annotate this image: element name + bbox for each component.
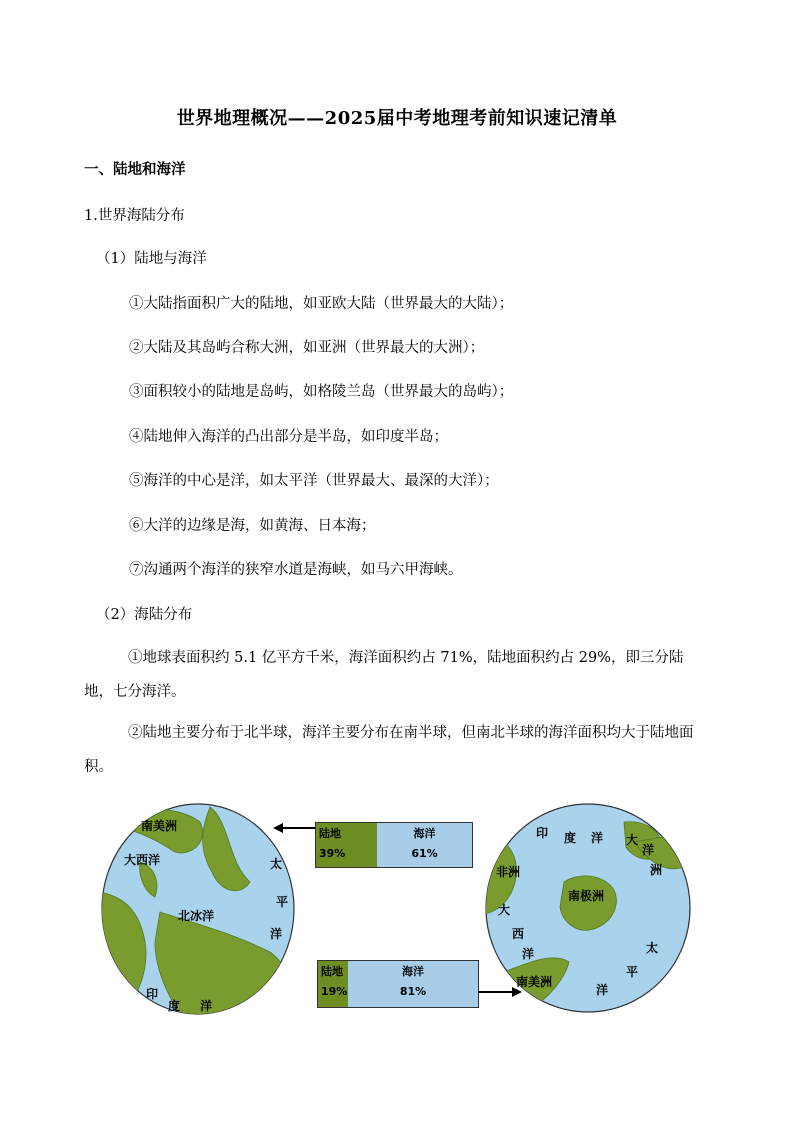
north-label-pacific-2: 平	[276, 895, 289, 909]
north-label-indian-1: 印	[146, 987, 159, 1001]
list-item: ④陆地伸入海洋的凸出部分是半岛，如印度半岛；	[129, 429, 448, 445]
northern-hemisphere-globe	[100, 802, 296, 1016]
list-item: ②大陆及其岛屿合称大洲，如亚洲（世界最大的大洲）；	[129, 340, 485, 356]
list-item: ①大陆指面积广大的陆地，如亚欧大陆（世界最大的大陆）；	[129, 296, 514, 312]
south-label-indian-3: 洋	[591, 831, 604, 845]
south-label-pacific-3: 洋	[596, 983, 609, 997]
bar-north-land-value: 39%	[319, 847, 346, 860]
paragraph-1	[84, 641, 706, 709]
bar-south-sea-label: 海洋	[402, 965, 424, 978]
paragraph-1-text: ①地球表面积约 5.1 亿平方千米，海洋面积约占 71%，陆地面积约占 29%，即三分陆地，七分海洋。	[84, 650, 684, 700]
part-heading-1: （1）陆地与海洋	[96, 251, 207, 267]
south-label-antarctica: 南极洲	[568, 889, 605, 903]
bar-north-sea-label: 海洋	[413, 827, 436, 840]
north-label-arctic: 北冰洋	[178, 909, 215, 923]
hemisphere-figure	[98, 800, 698, 1020]
south-label-atlantic-2: 西	[512, 927, 525, 941]
bar-north-sea	[377, 823, 472, 867]
north-label-indian-3: 洋	[200, 999, 213, 1013]
bar-south-sea	[348, 961, 478, 1007]
south-label-indian-2: 度	[564, 831, 577, 845]
south-label-atlantic-3: 洋	[522, 947, 535, 961]
part-heading-2: （2）海陆分布	[96, 607, 193, 623]
list-item: ③面积较小的陆地是岛屿，如格陵兰岛（世界最大的岛屿）；	[129, 384, 514, 400]
bar-north-land-sea	[315, 822, 473, 868]
page-title: 世界地理概况——2025届中考地理考前知识速记清单	[176, 108, 618, 129]
bar-south-land	[318, 961, 348, 1007]
north-label-indian-2: 度	[168, 999, 181, 1013]
south-label-south-america: 南美洲	[516, 975, 553, 989]
list-item: ⑥大洋的边缘是海，如黄海、日本海；	[129, 518, 376, 534]
north-label-pacific-3: 洋	[270, 927, 283, 941]
bar-south-land-sea	[317, 960, 479, 1008]
south-label-oceania-1: 大	[626, 833, 639, 847]
north-label-atlantic: 大西洋	[124, 853, 161, 867]
north-label-pacific-1: 太	[270, 857, 283, 871]
bar-north-sea-value: 61%	[411, 847, 438, 860]
bar-south-land-value: 19%	[321, 985, 348, 998]
south-label-pacific-1: 太	[646, 941, 659, 955]
paragraph-2-text: ②陆地主要分布于北半球，海洋主要分布在南半球，但南北半球的海洋面积均大于陆地面积。	[84, 725, 694, 775]
section-heading: 一、陆地和海洋	[84, 161, 186, 178]
south-label-oceania-2: 洋	[642, 843, 655, 857]
paragraph-2	[84, 716, 706, 784]
north-label-south-america: 南美洲	[141, 819, 178, 833]
south-label-atlantic-1: 大	[498, 903, 511, 917]
bar-north-land	[316, 823, 377, 867]
list-item: ⑦沟通两个海洋的狭窄水道是海峡，如马六甲海峡。	[129, 562, 463, 578]
south-label-indian-1: 印	[536, 826, 549, 840]
bar-south-sea-value: 81%	[399, 985, 427, 998]
list-item: ⑤海洋的中心是洋，如太平洋（世界最大、最深的大洋）；	[129, 473, 499, 489]
arrow-left-icon	[273, 822, 317, 834]
southern-hemisphere-globe	[484, 802, 692, 1014]
bar-south-land-label: 陆地	[321, 965, 343, 978]
bar-north-land-label: 陆地	[319, 827, 341, 840]
subsection-heading: 1.世界海陆分布	[84, 208, 185, 224]
south-label-oceania-3: 洲	[650, 863, 663, 877]
south-label-pacific-2: 平	[626, 965, 639, 979]
south-label-africa: 非洲	[496, 865, 521, 879]
